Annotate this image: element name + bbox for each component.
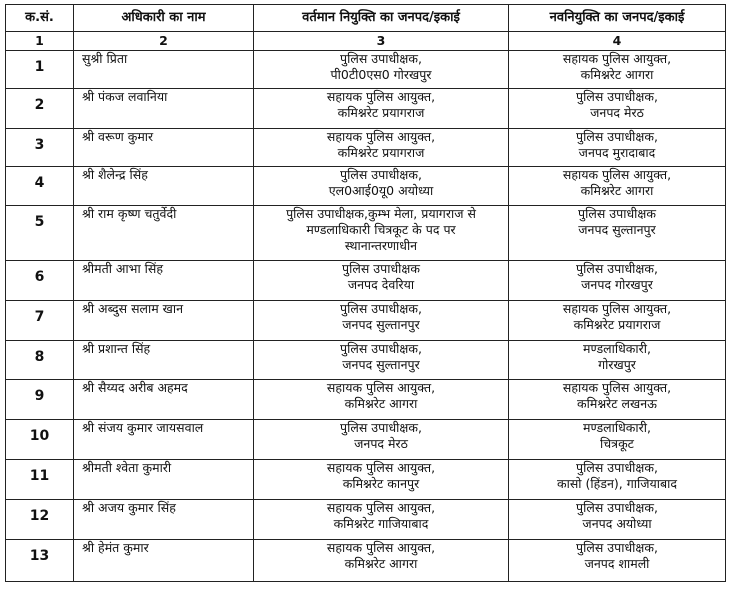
serial-number: 10 — [6, 420, 74, 460]
serial-number: 12 — [6, 500, 74, 540]
officer-name: श्री अब्दुस सलाम खान — [74, 301, 254, 341]
new-posting-line: मण्डलाधिकारी, — [583, 341, 651, 356]
table-row — [6, 129, 726, 167]
table-row — [6, 460, 726, 500]
new-posting-line: कासो (हिंडन), गाजियाबाद — [557, 476, 677, 491]
column-number: 1 — [6, 32, 74, 51]
officer-name: श्रीमती आभा सिंह — [74, 261, 254, 301]
current-posting-line: कमिश्नरेट प्रयागराज — [337, 105, 425, 120]
officer-name: श्री प्रशान्त सिंह — [74, 341, 254, 380]
current-posting-line: सहायक पुलिस आयुक्त, — [326, 500, 436, 515]
serial-number: 7 — [6, 301, 74, 341]
new-posting-line: जनपद गोरखपुर — [581, 277, 653, 292]
table-row — [6, 51, 726, 89]
current-posting-line: जनपद मेरठ — [354, 436, 408, 451]
current-posting — [254, 206, 509, 261]
current-posting-line: पुलिस उपाधीक्षक, — [340, 51, 422, 66]
new-posting-line: सहायक पुलिस आयुक्त, — [562, 167, 672, 182]
officer-name: श्री संजय कुमार जायसवाल — [74, 420, 254, 460]
officer-name: श्रीमती श्वेता कुमारी — [74, 460, 254, 500]
header-officer-name: अधिकारी का नाम — [74, 5, 254, 32]
current-posting-line: पुलिस उपाधीक्षक, — [340, 341, 422, 356]
current-posting-line: सहायक पुलिस आयुक्त, — [326, 460, 436, 475]
new-posting-line: जनपद शामली — [584, 556, 650, 571]
new-posting-line: सहायक पुलिस आयुक्त, — [562, 301, 672, 316]
current-posting-line: सहायक पुलिस आयुक्त, — [326, 380, 436, 395]
current-posting-line: जनपद सुल्तानपुर — [342, 317, 420, 332]
current-posting — [254, 500, 509, 540]
new-posting-line: कमिश्नरेट आगरा — [580, 183, 654, 198]
new-posting — [509, 301, 726, 341]
serial-number: 4 — [6, 167, 74, 206]
current-posting — [254, 301, 509, 341]
new-posting-line: पुलिस उपाधीक्षक, — [576, 460, 658, 475]
serial-number: 9 — [6, 380, 74, 420]
table-row — [6, 500, 726, 540]
current-posting-line: कमिश्नरेट कानपुर — [342, 476, 420, 491]
current-posting-line: सहायक पुलिस आयुक्त, — [326, 540, 436, 555]
current-posting-line: कमिश्नरेट गाजियाबाद — [333, 516, 429, 531]
serial-number: 6 — [6, 261, 74, 301]
new-posting — [509, 89, 726, 129]
new-posting — [509, 540, 726, 582]
current-posting-line: कमिश्नरेट आगरा — [344, 556, 418, 571]
column-number: 4 — [509, 32, 726, 51]
new-posting-line: जनपद मुरादाबाद — [578, 145, 656, 160]
table-row — [6, 420, 726, 460]
serial-number: 2 — [6, 89, 74, 129]
serial-number: 8 — [6, 341, 74, 380]
current-posting-line: एल0आई0यू0 अयोध्या — [328, 183, 434, 198]
table-row — [6, 261, 726, 301]
new-posting-line: सहायक पुलिस आयुक्त, — [562, 380, 672, 395]
new-posting-line: जनपद सुल्तानपुर — [578, 222, 656, 237]
header-current-posting: वर्तमान नियुक्ति का जनपद/इकाई — [254, 5, 509, 32]
column-number-row — [6, 32, 726, 51]
table-row — [6, 301, 726, 341]
header-row — [6, 5, 726, 32]
current-posting-line: पुलिस उपाधीक्षक,कुम्भ मेला, प्रयागराज से — [286, 206, 476, 221]
new-posting — [509, 341, 726, 380]
current-posting — [254, 167, 509, 206]
officer-name: श्री अजय कुमार सिंह — [74, 500, 254, 540]
new-posting-line: पुलिस उपाधीक्षक, — [576, 261, 658, 276]
serial-number: 5 — [6, 206, 74, 261]
new-posting-line: मण्डलाधिकारी, — [583, 420, 651, 435]
new-posting-line: चित्रकूट — [600, 436, 634, 451]
officer-name: श्री शैलेन्द्र सिंह — [74, 167, 254, 206]
header-new-posting: नवनियुक्ति का जनपद/इकाई — [509, 5, 726, 32]
new-posting-line: कमिश्नरेट आगरा — [580, 67, 654, 82]
current-posting-line: कमिश्नरेट प्रयागराज — [337, 145, 425, 160]
new-posting-line: जनपद मेरठ — [590, 105, 644, 120]
current-posting — [254, 51, 509, 89]
table-row — [6, 167, 726, 206]
current-posting — [254, 261, 509, 301]
serial-number: 3 — [6, 129, 74, 167]
new-posting-line: पुलिस उपाधीक्षक — [578, 206, 656, 221]
column-number: 3 — [254, 32, 509, 51]
current-posting-line: जनपद सुल्तानपुर — [342, 357, 420, 372]
column-number: 2 — [74, 32, 254, 51]
current-posting — [254, 420, 509, 460]
new-posting — [509, 51, 726, 89]
current-posting-line: सहायक पुलिस आयुक्त, — [326, 89, 436, 104]
new-posting-line: जनपद अयोध्या — [582, 516, 652, 531]
new-posting-line: पुलिस उपाधीक्षक, — [576, 129, 658, 144]
table-row — [6, 380, 726, 420]
table-row — [6, 206, 726, 261]
new-posting-line: सहायक पुलिस आयुक्त, — [562, 51, 672, 66]
new-posting — [509, 420, 726, 460]
new-posting-line: गोरखपुर — [598, 357, 636, 372]
new-posting — [509, 261, 726, 301]
current-posting — [254, 460, 509, 500]
officer-name: श्री वरूण कुमार — [74, 129, 254, 167]
new-posting-line: पुलिस उपाधीक्षक, — [576, 540, 658, 555]
new-posting — [509, 460, 726, 500]
new-posting — [509, 167, 726, 206]
current-posting — [254, 129, 509, 167]
new-posting — [509, 380, 726, 420]
current-posting-line: पुलिस उपाधीक्षक, — [340, 167, 422, 182]
transfer-list-document — [5, 4, 725, 582]
new-posting — [509, 206, 726, 261]
current-posting-line: पी0टी0एस0 गोरखपुर — [330, 67, 432, 82]
new-posting-line: पुलिस उपाधीक्षक, — [576, 89, 658, 104]
current-posting-line: कमिश्नरेट आगरा — [344, 396, 418, 411]
new-posting-line: कमिश्नरेट प्रयागराज — [573, 317, 661, 332]
current-posting-line: स्थानान्तरणाधीन — [344, 238, 418, 253]
serial-number: 1 — [6, 51, 74, 89]
transfer-table — [5, 4, 726, 582]
current-posting — [254, 380, 509, 420]
header-serial: क.सं. — [6, 5, 74, 32]
table-body — [6, 51, 726, 582]
table-row — [6, 540, 726, 582]
current-posting-line: सहायक पुलिस आयुक्त, — [326, 129, 436, 144]
current-posting — [254, 89, 509, 129]
officer-name: सुश्री प्रिता — [74, 51, 254, 89]
current-posting — [254, 540, 509, 582]
current-posting-line: पुलिस उपाधीक्षक, — [340, 301, 422, 316]
officer-name: श्री सैय्यद अरीब अहमद — [74, 380, 254, 420]
officer-name: श्री हेमंत कुमार — [74, 540, 254, 582]
current-posting-line: मण्डलाधिकारी चित्रकूट के पद पर — [306, 222, 456, 237]
table-row — [6, 89, 726, 129]
current-posting — [254, 341, 509, 380]
officer-name: श्री राम कृष्ण चतुर्वेदी — [74, 206, 254, 261]
serial-number: 11 — [6, 460, 74, 500]
current-posting-line: जनपद देवरिया — [347, 277, 415, 292]
new-posting — [509, 500, 726, 540]
new-posting — [509, 129, 726, 167]
officer-name: श्री पंकज लवानिया — [74, 89, 254, 129]
table-row — [6, 341, 726, 380]
serial-number: 13 — [6, 540, 74, 582]
new-posting-line: कमिश्नरेट लखनऊ — [577, 396, 657, 411]
current-posting-line: पुलिस उपाधीक्षक, — [340, 420, 422, 435]
new-posting-line: पुलिस उपाधीक्षक, — [576, 500, 658, 515]
current-posting-line: पुलिस उपाधीक्षक — [342, 261, 420, 276]
